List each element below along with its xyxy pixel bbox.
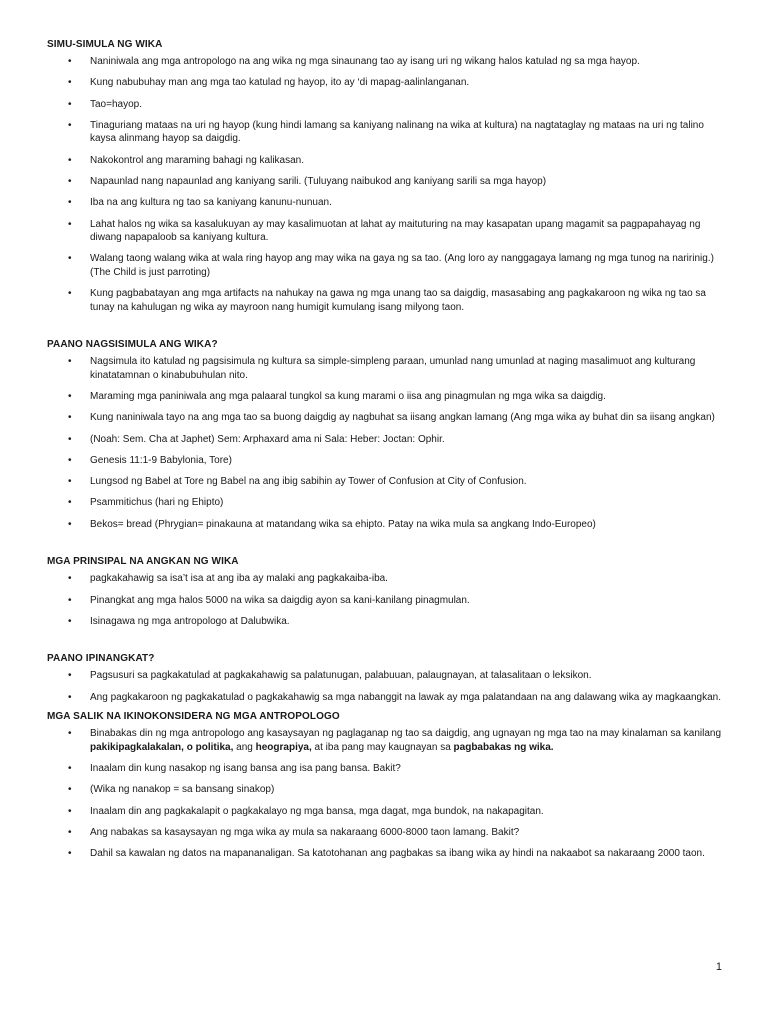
section-paano-nagsisimula [47, 338, 728, 531]
list-item: • Genesis 11:1-9 Babylonia, Tore) [47, 454, 728, 468]
list-item: • Kung nabubuhay man ang mga tao katulad ng hayop, ito ay ‘di mapag-aalinlanganan. [47, 76, 728, 90]
list-item: • Ang nabakas sa kasaysayan ng mga wika ay mula sa nakaraang 6000-8000 taon lamang. Bakit? [47, 826, 728, 840]
list-item: • (Noah: Sem. Cha at Japhet) Sem: Arphaxard ama ni Sala: Heber: Joctan: Ophir. [47, 433, 728, 447]
bullet-list [47, 55, 728, 314]
list-item: • Psammitichus (hari ng Ehipto) [47, 496, 728, 510]
section-paano-ipinangkat [47, 652, 728, 704]
bullet-list [47, 355, 728, 531]
list-item: • Inaalam din kung nasakop ng isang bansa ang isa pang bansa. Bakit? [47, 762, 728, 776]
item-text: Binabakas din ng mga antropologo ang kasaysayan ng paglaganap ng tao sa daigdig, ang ugnayan ng mga tao na may kinalaman sa kanilang [90, 728, 722, 740]
list-item: • Ang pagkakaroon ng pagkakatulad o pagkakahawig sa mga nabanggit na lawak ay mga palatandaan na ang dalawang wika ay magkaangkan. [47, 691, 728, 705]
list-item: • (Wika ng nanakop = sa bansang sinakop) [47, 783, 728, 797]
page-number: 1 [715, 961, 722, 973]
section-simu-simula [47, 38, 728, 314]
list-item: • Kung pagbabatayan ang mga artifacts na nahukay na gawa ng mga unang tao sa daigdig, masasabing ang pagkakaroon ng wika ng tao sa tunay na kahulugan ng wika ay mayroon nang humigit kumulang isang milyong taon. [47, 287, 728, 314]
list-item: • Lungsod ng Babel at Tore ng Babel na ang ibig sabihin ay Tower of Confusion at City of Confusion. [47, 475, 728, 489]
item-text: ang [233, 741, 256, 753]
list-item: • Nagsimula ito katulad ng pagsisimula ng kultura sa simple-simpleng paraan, umunlad nang umunlad at naging masalimuot ang kulturang kinatatamnan o kinabubuhulan nito. [47, 355, 728, 382]
section-heading: MGA SALIK NA IKINOKONSIDERA NG MGA ANTROPOLOGO [47, 711, 340, 723]
list-item: • Pinangkat ang mga halos 5000 na wika sa daigdig ayon sa kani-kanilang pinagmulan. [47, 594, 728, 608]
list-item: • Kung naniniwala tayo na ang mga tao sa buong daigdig ay nagbuhat sa iisang angkan lamang (Ang mga wika ay buhat din sa iisang angkan) [47, 411, 728, 425]
item-bold-text: heograpiya, [255, 741, 312, 753]
list-item: • Napaunlad nang napaunlad ang kaniyang sarili. (Tuluyang naibukod ang kaniyang sarili sa mga hayop) [47, 175, 728, 189]
list-item: • Tinaguriang mataas na uri ng hayop (kung hindi lamang sa kaniyang nalinang na wika at kultura) na nagtataglay ng mataas na uri ng talino kaysa alinmang hayop sa daigdig. [47, 119, 728, 146]
item-text: at iba pang may kaugnayan sa [311, 741, 454, 753]
list-item: • Iba na ang kultura ng tao sa kaniyang kanunu-nunuan. [47, 196, 728, 210]
item-bold-text: pagbabakas ng wika. [453, 741, 554, 753]
list-item: • Lahat halos ng wika sa kasalukuyan ay may kasalimuotan at lahat ay maituturing na may kasapatan upang magamit sa pagpapahayag ng diwang napapaloob sa kaniyang kultura. [47, 218, 728, 245]
item-bold-text: pakikipagkalakalan, o politika, [90, 741, 234, 753]
list-item: • Maraming mga paniniwala ang mga palaaral tungkol sa kung marami o iisa ang pinagmulan ng mga wika sa daigdig. [47, 390, 728, 404]
list-item: • Nakokontrol ang maraming bahagi ng kalikasan. [47, 154, 728, 168]
section-heading: SIMU-SIMULA NG WIKA [47, 39, 163, 50]
list-item: • pagkakahawig sa isa’t isa at ang iba ay malaki ang pagkakaiba-iba. [47, 572, 728, 586]
list-item: • Walang taong walang wika at wala ring hayop ang may wika na gaya ng sa tao. (Ang loro ay nanggagaya lamang ng mga tunog na naririnig.) (The Child is just parroting) [47, 252, 728, 279]
section-heading: MGA PRINSIPAL NA ANGKAN NG WIKA [47, 556, 239, 568]
section-heading: PAANO IPINANGKAT? [47, 653, 155, 665]
list-item: • Tao=hayop. [47, 98, 728, 112]
list-item: • Naniniwala ang mga antropologo na ang wika ng mga sinaunang tao ay isang uri ng wikang halos katulad ng sa mga hayop. [47, 55, 728, 69]
section-heading: PAANO NAGSISIMULA ANG WIKA? [47, 339, 218, 351]
section-prinsipal-na-angkan [47, 555, 728, 628]
bullet-list [47, 572, 728, 628]
list-item: • Isinagawa ng mga antropologo at Dalubwika. [47, 615, 728, 629]
list-item: • Pagsusuri sa pagkakatulad at pagkakahawig sa palatunugan, palabuuan, palaugnayan, at talasalitaan o leksikon. [47, 669, 728, 683]
bullet-list [47, 727, 728, 860]
list-item: • Bekos= bread (Phrygian= pinakauna at matandang wika sa ehipto. Patay na wika mula sa angkang Indo-Europeo) [47, 518, 728, 532]
bullet-list [47, 669, 728, 704]
list-item: • Inaalam din ang pagkakalapit o pagkakalayo ng mga bansa, mga dagat, mga bundok, na nakapagitan. [47, 805, 728, 819]
section-mga-salik [47, 710, 728, 860]
list-item: • Dahil sa kawalan ng datos na mapananaligan. Sa katotohanan ang pagbakas sa ibang wika ay hindi na nakaabot sa nakaraang 2000 taon. [47, 847, 728, 861]
list-item [47, 727, 728, 754]
